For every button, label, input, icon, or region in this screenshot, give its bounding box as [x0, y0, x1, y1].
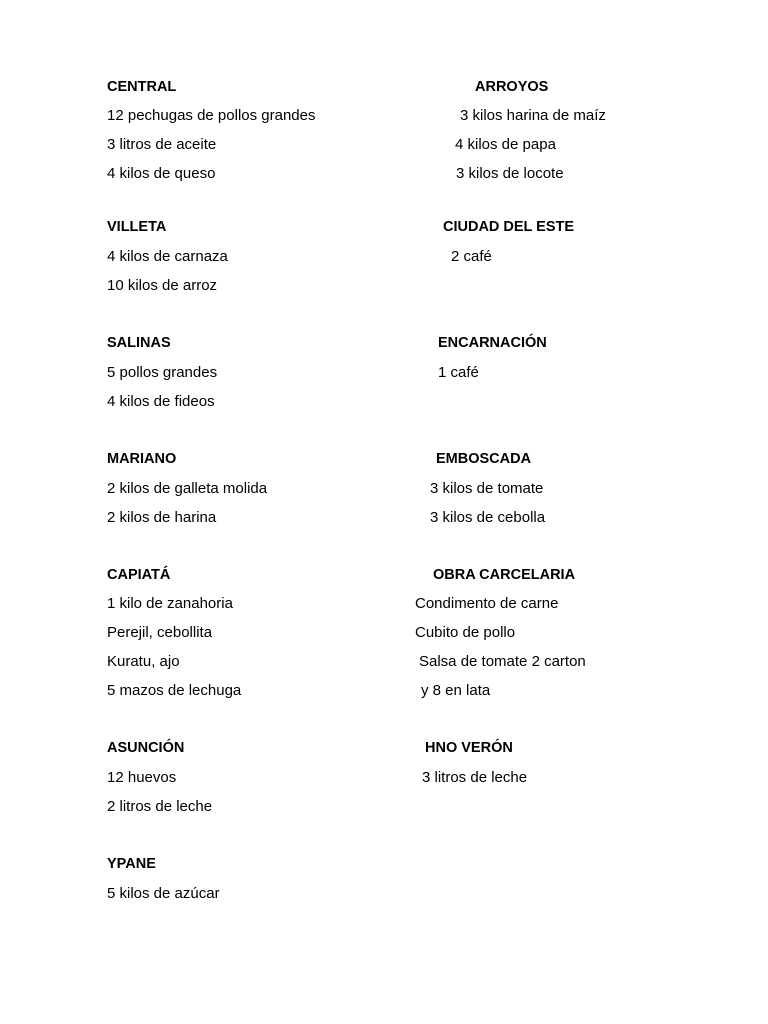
section-heading-villeta: VILLETA: [107, 219, 167, 235]
list-item: 5 mazos de lechuga: [107, 682, 242, 699]
section-heading-ciudad-del-este: CIUDAD DEL ESTE: [443, 219, 575, 235]
list-item: 2 café: [451, 248, 492, 265]
list-item: 1 kilo de zanahoria: [107, 595, 233, 612]
list-item: 2 litros de leche: [107, 798, 213, 815]
list-item: 10 kilos de arroz: [107, 277, 218, 294]
list-item: 5 pollos grandes: [107, 364, 218, 381]
section-heading-obra-carcelaria: OBRA CARCELARIA: [433, 567, 576, 583]
section-heading-encarnacion: ENCARNACIÓN: [438, 335, 547, 351]
list-item: 3 litros de aceite: [107, 136, 217, 153]
list-item: 3 kilos de cebolla: [430, 509, 546, 526]
section-heading-arroyos: ARROYOS: [475, 79, 549, 95]
list-item: Perejil, cebollita: [107, 624, 213, 641]
list-item: 12 pechugas de pollos grandes: [107, 107, 316, 124]
list-item: y 8 en lata: [421, 682, 491, 699]
list-item: Condimento de carne: [415, 595, 559, 612]
list-item: 5 kilos de azúcar: [107, 885, 220, 902]
list-item: 4 kilos de carnaza: [107, 248, 228, 265]
list-item: 3 kilos de tomate: [430, 480, 544, 497]
section-heading-ypane: YPANE: [107, 856, 156, 872]
list-item: 4 kilos de fideos: [107, 393, 215, 410]
section-heading-asuncion: ASUNCIÓN: [107, 740, 185, 756]
list-item: 1 café: [438, 364, 479, 381]
section-heading-mariano: MARIANO: [107, 451, 177, 467]
list-item: 3 litros de leche: [422, 769, 528, 786]
section-heading-hno-veron: HNO VERÓN: [425, 740, 513, 756]
list-item: Kuratu, ajo: [107, 653, 180, 670]
section-heading-central: CENTRAL: [107, 79, 177, 95]
list-item: 3 kilos de locote: [456, 165, 564, 182]
list-item: 4 kilos de queso: [107, 165, 216, 182]
list-item: 2 kilos de galleta molida: [107, 480, 268, 497]
list-item: 3 kilos harina de maíz: [460, 107, 606, 124]
list-item: Cubito de pollo: [415, 624, 516, 641]
section-heading-salinas: SALINAS: [107, 335, 171, 351]
list-item: 4 kilos de papa: [455, 136, 556, 153]
list-item: Salsa de tomate 2 carton: [419, 653, 586, 670]
list-item: 12 huevos: [107, 769, 177, 786]
list-item: 2 kilos de harina: [107, 509, 217, 526]
section-heading-emboscada: EMBOSCADA: [436, 451, 532, 467]
section-heading-capiata: CAPIATÁ: [107, 567, 171, 583]
